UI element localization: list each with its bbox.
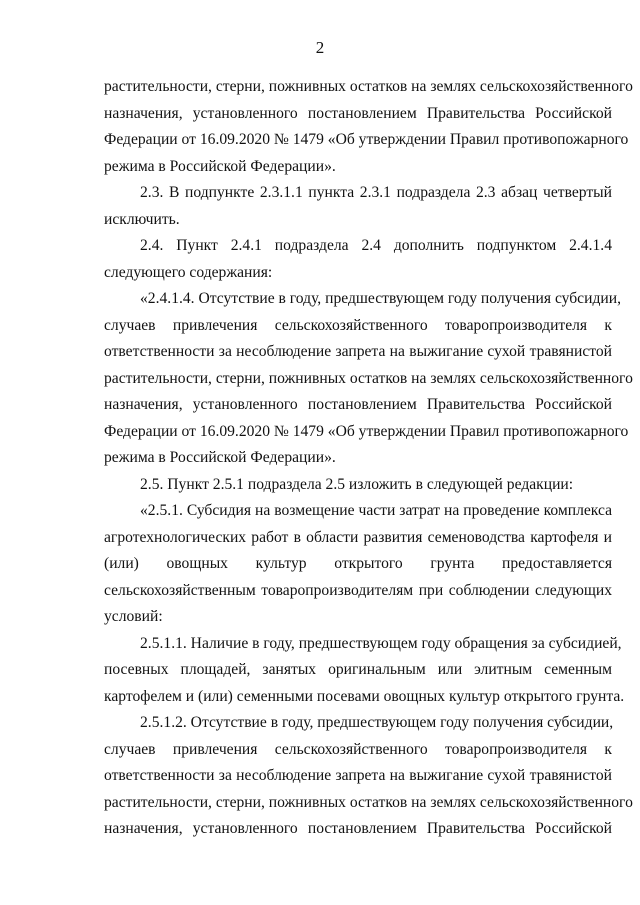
paragraph <box>104 180 612 233</box>
text-line: 2.3. В подпункте 2.3.1.1 пункта 2.3.1 подраздела 2.3 абзац четвертый <box>140 184 612 201</box>
text-line: (или) овощных культур открытого грунта предоставляется <box>104 555 612 572</box>
text-line: растительности, стерни, пожнивных остатков на землях сельскохозяйственного <box>104 369 633 387</box>
text-line: 2.5.1.1. Наличие в году, предшествующем году обращения за субсидией, <box>140 634 622 652</box>
text-line: режима в Российской Федерации». <box>104 449 336 466</box>
paragraph <box>104 498 612 631</box>
text-line: «2.4.1.4. Отсутствие в году, предшествующем году получения субсидии, <box>140 290 621 307</box>
text-line: Федерации от 16.09.2020 № 1479 «Об утверждении Правил противопожарного <box>104 422 629 440</box>
text-line: агротехнологических работ в области развития семеноводства картофеля и <box>104 528 612 546</box>
text-line: случаев привлечения сельскохозяйственного товаропроизводителя к <box>104 316 612 334</box>
text-line: 2.4. Пункт 2.4.1 подраздела 2.4 дополнить подпунктом 2.4.1.4 <box>140 237 612 254</box>
text-line: назначения, установленного постановлением Правительства Российской <box>104 104 612 122</box>
text-line: следующего содержания: <box>104 263 273 281</box>
text-line: условий: <box>104 608 163 625</box>
text-line: случаев привлечения сельскохозяйственного товаропроизводителя к <box>104 740 612 758</box>
paragraph <box>104 472 612 499</box>
text-line: назначения, установленного постановлением Правительства Российской <box>104 396 612 413</box>
text-line: ответственности за несоблюдение запрета на выжигание сухой травянистой <box>104 343 612 360</box>
text-line: режима в Российской Федерации». <box>104 157 336 175</box>
text-line: 2.5.1.2. Отсутствие в году, предшествующем году получения субсидии, <box>140 714 614 731</box>
paragraph <box>104 631 625 711</box>
text-line: картофелем и (или) семенными посевами овощных культур открытого грунта. <box>104 687 625 705</box>
document-body <box>104 74 633 843</box>
paragraph <box>104 286 633 472</box>
text-line: назначения, установленного постановлением Правительства Российской <box>104 820 612 837</box>
text-line: сельскохозяйственным товаропроизводителям при соблюдении следующих <box>104 581 612 599</box>
text-line: посевных площадей, занятых оригинальным или элитным семенным <box>104 661 612 678</box>
text-line: ответственности за несоблюдение запрета на выжигание сухой травянистой <box>104 767 612 784</box>
text-line: Федерации от 16.09.2020 № 1479 «Об утверждении Правил противопожарного <box>104 131 629 148</box>
text-line: исключить. <box>104 210 180 228</box>
text-line: растительности, стерни, пожнивных остатков на землях сельскохозяйственного <box>104 793 633 811</box>
text-line: 2.5. Пункт 2.5.1 подраздела 2.5 изложить в следующей редакции: <box>140 475 574 493</box>
paragraph <box>104 710 633 843</box>
text-line: растительности, стерни, пожнивных остатков на землях сельскохозяйственного <box>104 78 633 95</box>
paragraph <box>104 233 612 286</box>
paragraph <box>104 74 633 180</box>
page-number: 2 <box>315 38 325 57</box>
text-line: «2.5.1. Субсидия на возмещение части затрат на проведение комплекса <box>140 502 612 519</box>
